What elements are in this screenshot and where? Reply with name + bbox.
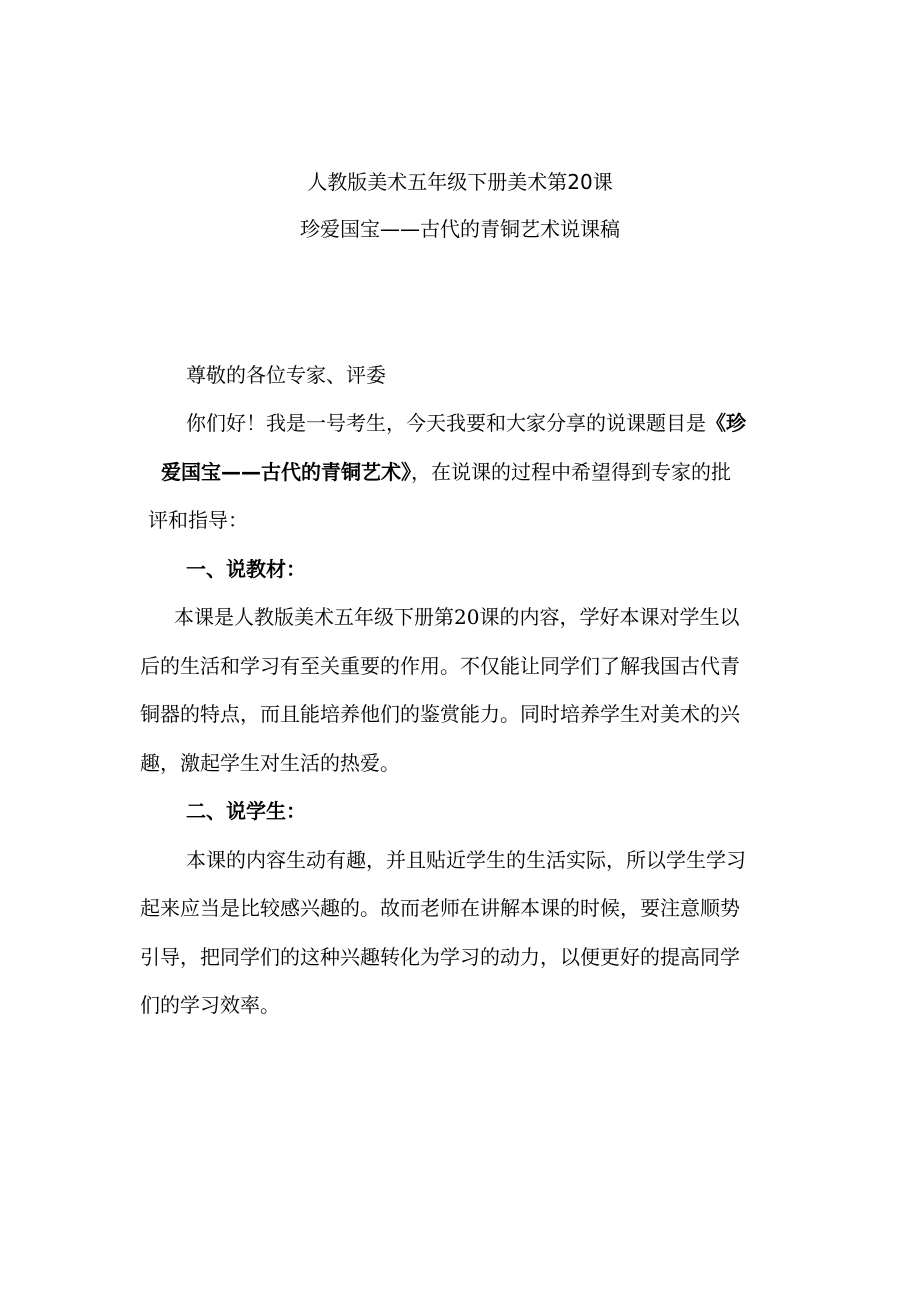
section2-line-4: 们的学习效率。 xyxy=(140,993,280,1017)
section1-line-2: 后的生活和学习有至关重要的作用。不仅能让同学们了解我国古代青 xyxy=(140,654,740,678)
intro-line-1 xyxy=(186,409,746,437)
section1-heading: 一、说教材： xyxy=(186,557,306,581)
section1-line-4: 趣，激起学生对生活的热爱。 xyxy=(140,751,400,775)
document-title-line1: 人教版美术五年级下册美术第20课 xyxy=(307,170,613,194)
intro-line-2-bold: 爱国宝——古代的青铜艺术》 xyxy=(161,460,411,484)
section2-line-3: 引导，把同学们的这种兴趣转化为学习的动力，以便更好的提高同学 xyxy=(140,945,740,969)
section2-heading: 二、说学生： xyxy=(186,799,306,823)
intro-line-1-bold: 《珍 xyxy=(706,411,746,435)
section1-line-1: 本课是人教版美术五年级下册第20课的内容，学好本课对学生以 xyxy=(174,605,740,629)
intro-line-2 xyxy=(161,458,731,486)
section2-line-2: 起来应当是比较感兴趣的。故而老师在讲解本课的时候，要注意顺势 xyxy=(140,896,740,920)
document-title-line2: 珍爱国宝——古代的青铜艺术说课稿 xyxy=(300,217,620,241)
intro-line-1-text: 你们好！我是一号考生，今天我要和大家分享的说课题目是 xyxy=(186,411,706,435)
intro-line-2-text: ，在说课的过程中希望得到专家的批 xyxy=(411,460,731,484)
section2-line-1: 本课的内容生动有趣，并且贴近学生的生活实际，所以学生学习 xyxy=(186,848,746,872)
intro-line-3: 评和指导： xyxy=(148,508,248,532)
greeting-line: 尊敬的各位专家、评委 xyxy=(186,363,386,387)
section1-line-3: 铜器的特点，而且能培养他们的鉴赏能力。同时培养学生对美术的兴 xyxy=(140,702,740,726)
